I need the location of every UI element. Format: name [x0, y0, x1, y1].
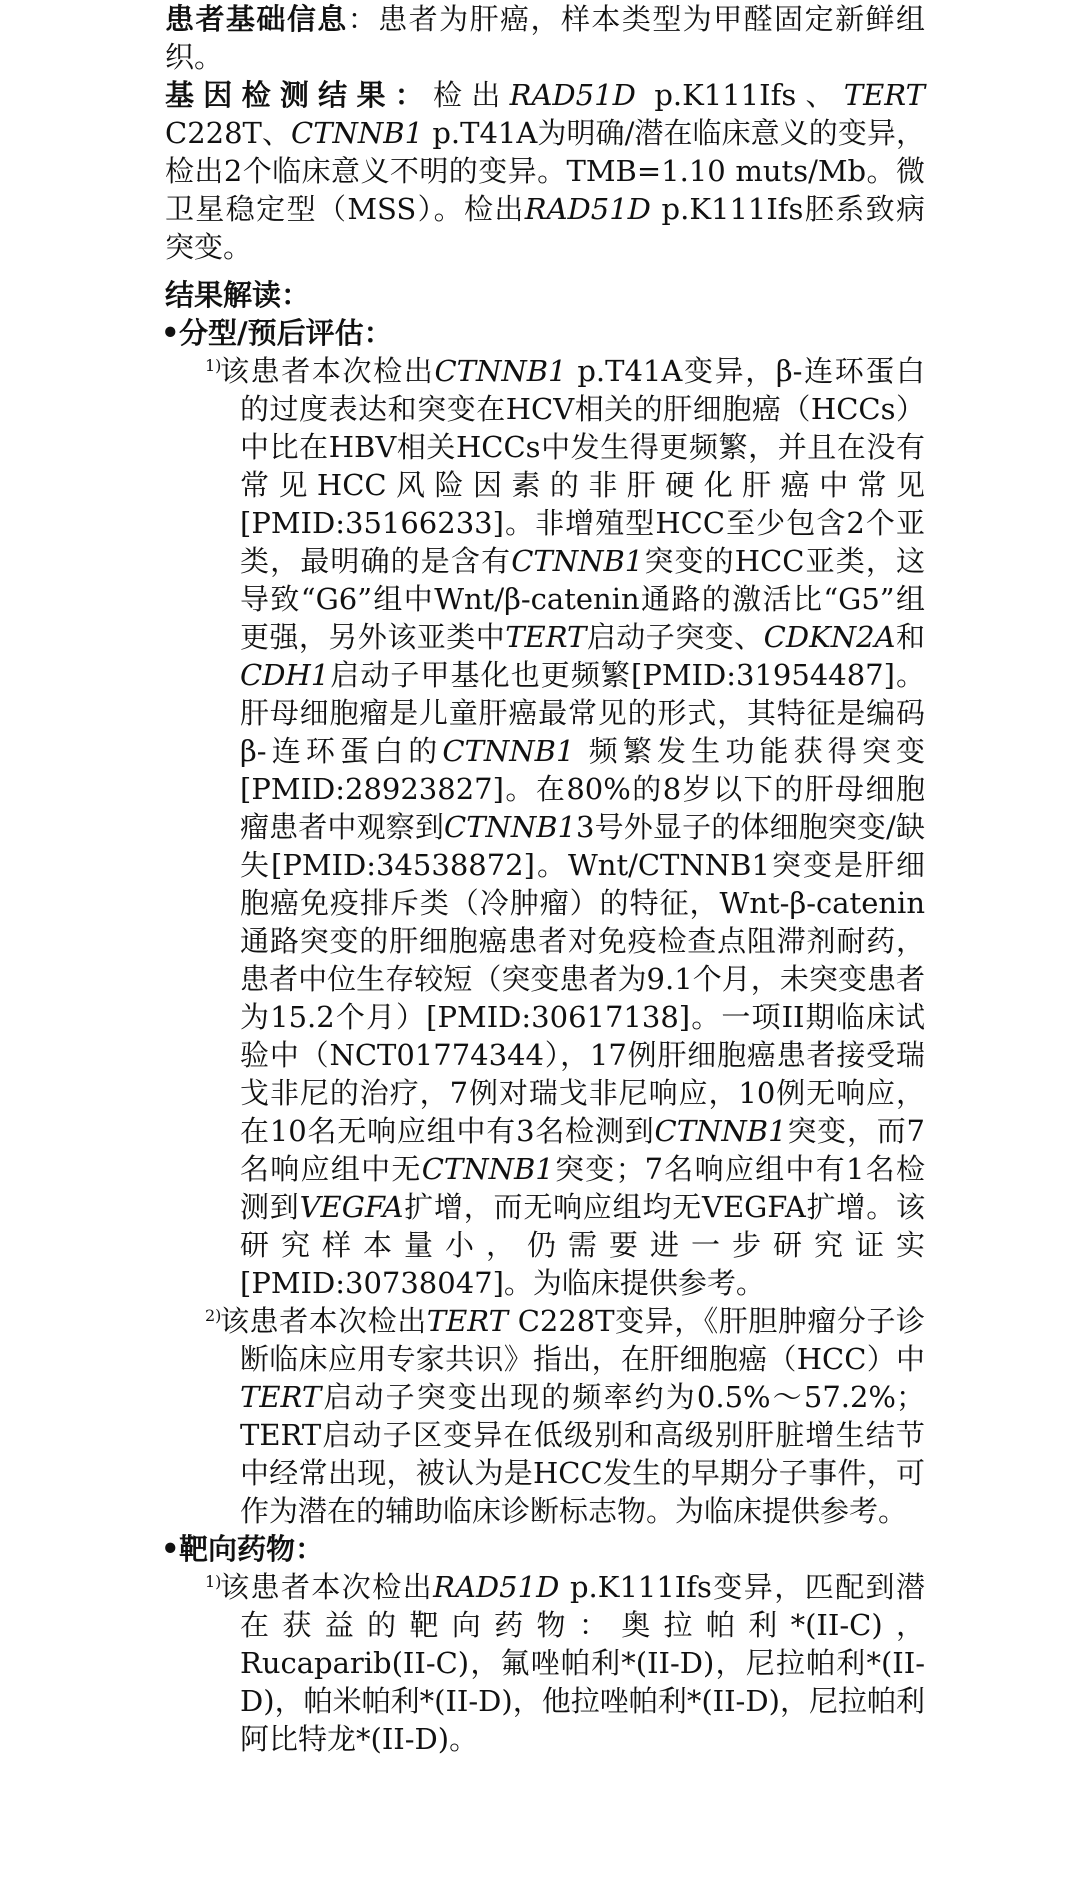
patient-info-paragraph — [165, 0, 925, 76]
patient-info-text: ：患者为肝癌，样本类型为甲醛固定新鲜组织。 — [165, 2, 925, 74]
gene-name: VEGFA — [299, 1190, 404, 1224]
gene-name: CTNNB1 — [654, 1114, 787, 1148]
gene-name: CTNNB1 — [421, 1152, 554, 1186]
genetic-results-text: p.T41A为明确/潜在临床意义的变异，检出2个临床意义不明的变异。TMB=1.10 muts/Mb。微卫星稳定型（MSS）。检出 — [165, 116, 925, 226]
item-text: 启动子突变出现的频率约为0.5%～57.2%；TERT启动子区变异在低级别和高级别肝脏增生结节中经常出现，被认为是HCC发生的早期分子事件，可作为潜在的辅助临床诊断标志物。为临床提供参考。 — [240, 1380, 925, 1528]
targeted-drugs-heading: • 靶向药物： — [165, 1530, 925, 1568]
targeted-item — [165, 1568, 925, 1758]
genetic-results-paragraph — [165, 76, 925, 266]
item-text: 频繁发生功能获得突变[PMID:28923827]。在80%的8岁以下的肝母细胞瘤患者中观察到 — [240, 734, 925, 844]
item-text: 启动子突变、 — [586, 620, 764, 654]
classification-item — [165, 1302, 925, 1530]
item-text: 启动子甲基化也更频繁[PMID:31954487]。肝母细胞瘤是儿童肝癌最常见的形式，其特征是编码β-连环蛋白的 — [240, 658, 925, 768]
gene-name: CDH1 — [240, 658, 330, 692]
gene-name: RAD51D — [509, 78, 636, 112]
item-text: p.K111Ifs变异，匹配到潜在获益的靶向药物：奥拉帕利*(II-C)，Rucaparib(II-C)，氟唑帕利*(II-D)，尼拉帕利*(II-D)，帕米帕利*(II-D)，他拉唑帕利*(II-D)，尼拉帕利阿比特龙*(II-D)。 — [240, 1570, 925, 1756]
genetic-results-label: 基因检测结果： — [165, 78, 434, 112]
gene-name: RAD51D — [433, 1570, 560, 1604]
patient-info-label: 患者基础信息 — [165, 2, 348, 36]
gene-name: TERT — [843, 78, 925, 112]
gene-name: TERT — [240, 1380, 322, 1414]
item-text: 该患者本次检出 — [220, 1570, 434, 1604]
item-text: 突变；7名响应组中有1名检测到 — [240, 1152, 925, 1224]
item-text: 该患者本次检出 — [220, 1304, 427, 1338]
item-text: 扩增，而无响应组均无VEGFA扩增。该研究样本量小，仍需要进一步研究证实[PMID:30738047]。为临床提供参考。 — [240, 1190, 925, 1300]
gene-name: TERT — [426, 1304, 508, 1338]
item-number: 1) — [205, 356, 222, 375]
interpretation-heading: 结果解读： — [165, 278, 311, 312]
item-text: C228T变异，《肝胆肿瘤分子诊断临床应用专家共识》指出，在肝细胞癌（HCC）中 — [240, 1304, 925, 1376]
classification-item — [165, 352, 925, 1302]
gene-name: CDKN2A — [763, 620, 896, 654]
gene-name: CTNNB1 — [511, 544, 644, 578]
genetic-results-text: C228T、 — [165, 116, 292, 150]
item-text: 3号外显子的体细胞突变/缺失[PMID:34538872]。Wnt/CTNNB1突变是肝细胞癌免疫排斥类（冷肿瘤）的特征，Wnt-β-catenin通路突变的肝细胞癌患者对免疫检查点阻滞剂耐药，患者中位生存较短（突变患者为9.1个月，未突变患者为15.2个月）[PMID:30617138]。一项II期临床试验中（NCT01774344），17例肝细胞癌患者接受瑞戈非尼的治疗，7例对瑞戈非尼响应，10例无响应，在10名无响应组中有3名检测到 — [240, 810, 925, 1148]
item-number: 2) — [205, 1306, 222, 1325]
genetic-results-text: 检出 — [433, 78, 510, 112]
gene-name: CTNNB1 — [434, 354, 567, 388]
classification-heading: • 分型/预后评估： — [165, 314, 925, 352]
item-text: 突变的HCC亚类，这导致“G6”组中Wnt/β-catenin通路的激活比“G5”组更强，另外该亚类中 — [240, 544, 925, 654]
genetic-results-text: p.K111Ifs、 — [635, 78, 844, 112]
report-page — [165, 0, 925, 1758]
gene-name: RAD51D — [524, 192, 651, 226]
gene-name: TERT — [505, 620, 587, 654]
genetic-results-text: p.K111Ifs胚系致病突变。 — [165, 192, 925, 264]
gene-name: CTNNB1 — [291, 116, 424, 150]
item-text: 该患者本次检出 — [220, 354, 435, 388]
item-text: p.T41A变异，β-连环蛋白的过度表达和突变在HCV相关的肝细胞癌（HCCs）中比在HBV相关HCCs中发生得更频繁，并且在没有常见HCC风险因素的非肝硬化肝癌中常见[PMID:35166233]。非增殖型HCC至少包含2个亚类，最明确的是含有 — [240, 354, 925, 578]
gene-name: CTNNB1 — [442, 734, 575, 768]
item-text: 和 — [895, 620, 925, 654]
item-number: 1) — [205, 1572, 222, 1591]
gene-name: CTNNB1 — [444, 810, 577, 844]
item-text: 突变，而7名响应组中无 — [240, 1114, 925, 1186]
